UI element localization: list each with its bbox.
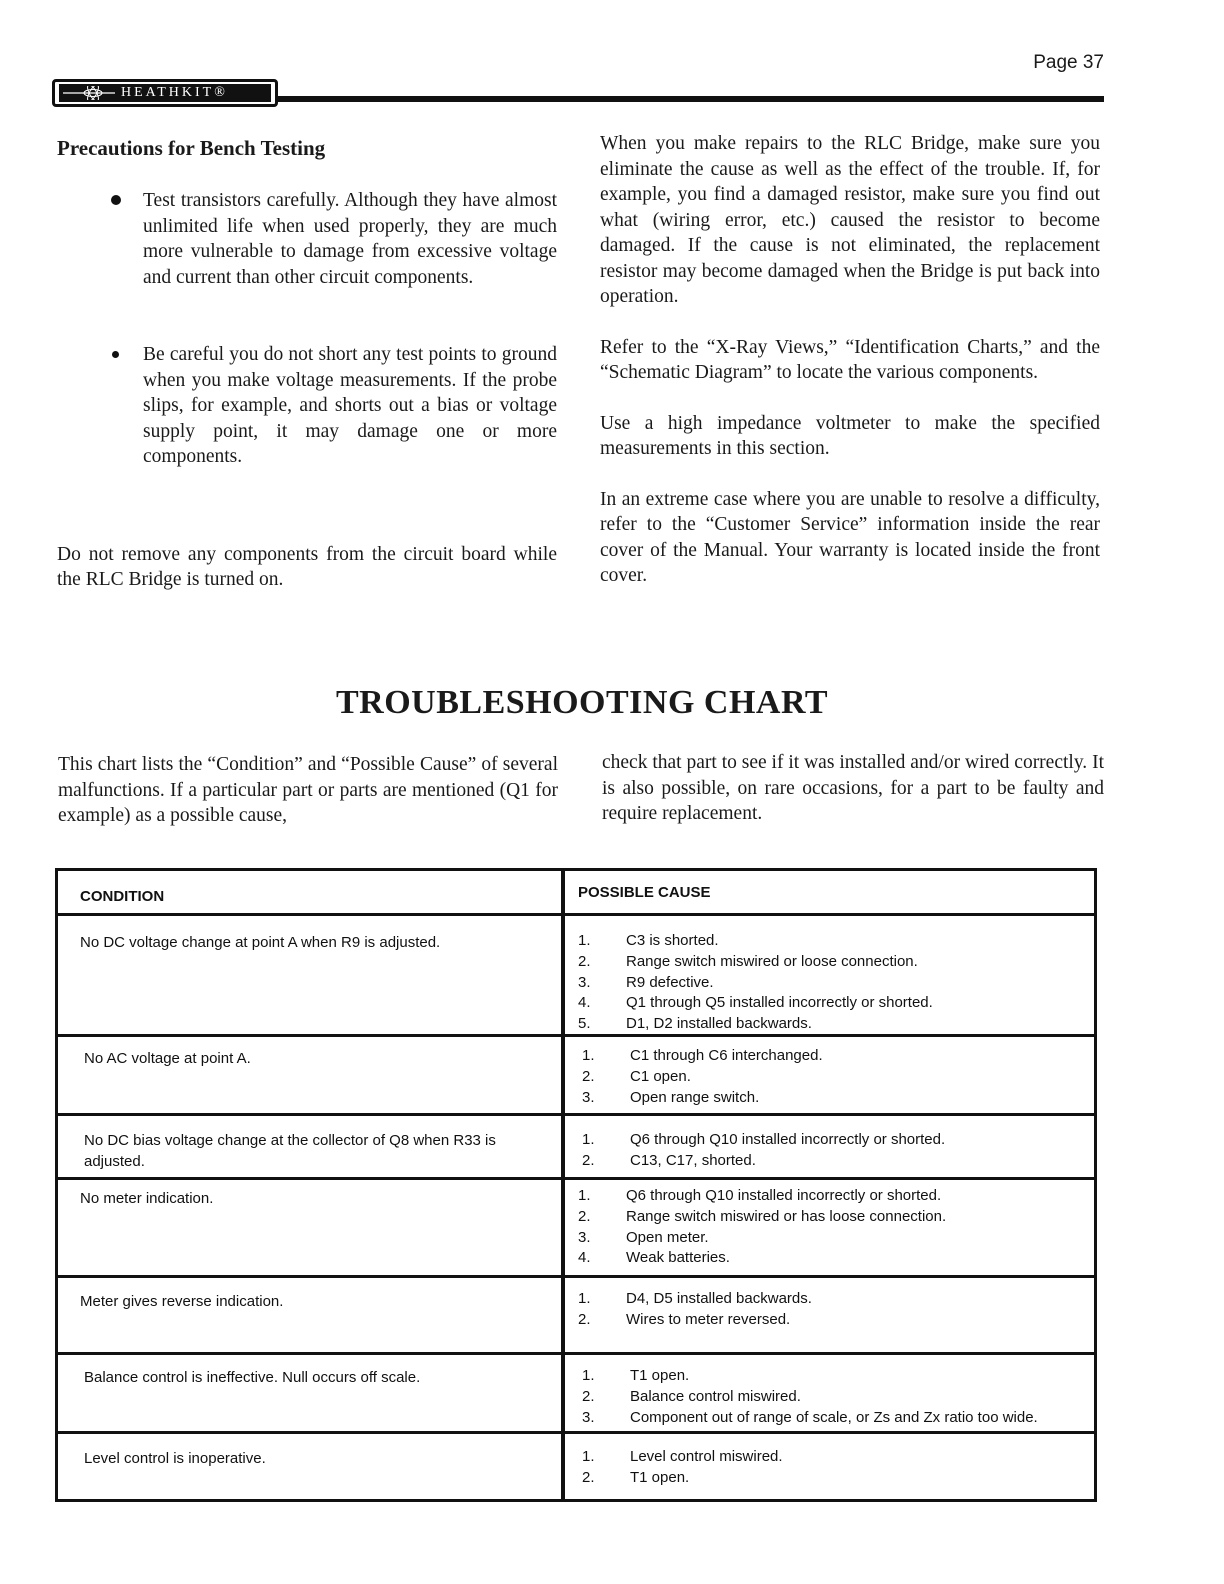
cause-item: 4. Q1 through Q5 installed incorrectly or shorted. — [578, 994, 933, 1012]
condition-cell: No DC bias voltage change at the collector of Q8 when R33 is adjusted. — [84, 1132, 496, 1170]
cause-item: 1. C3 is shorted. — [578, 932, 719, 949]
cause-item: 1. D4, D5 installed backwards. — [578, 1290, 812, 1307]
cause-item: 1. Q6 through Q10 installed incorrectly or shorted. — [582, 1131, 946, 1148]
cause-list — [582, 1130, 1088, 1172]
condition-cell: Meter gives reverse indication. — [80, 1293, 284, 1310]
repair-notes-section — [600, 131, 1100, 589]
precaution-closing: Do not remove any components from the circuit board while the RLC Bridge is turned on. — [57, 543, 557, 590]
precaution-text: Test transistors carefully. Although they have almost unlimited life when used properly, they are much more vulnerable to damage from excessive voltage and current than other circuit components. — [143, 190, 557, 288]
reference-paragraph: Refer to the “X-Ray Views,” “Identification Charts,” and the “Schematic Diagram” to locate the various components. — [600, 336, 1100, 383]
cause-list — [578, 931, 1088, 1035]
cause-item: 2. C13, C17, shorted. — [582, 1151, 756, 1169]
brand-name: HEATHKIT® — [121, 85, 228, 100]
cause-item: 1. T1 open. — [582, 1367, 690, 1384]
service-paragraph: In an extreme case where you are unable to resolve a difficulty, refer to the “Customer Service” information inside the rear cover of the Manual. Your warranty is located inside the front cover. — [600, 488, 1100, 586]
cause-item: 2. Balance control miswired. — [582, 1387, 801, 1405]
cause-list — [578, 1186, 1088, 1269]
repair-paragraph: When you make repairs to the RLC Bridge, make sure you eliminate the cause as well as the effect of the trouble. If, for example, you find a damaged resistor, make sure you find out what (wiring error, etc.) caused the resistor to become damaged. If the cause is not eliminated, the replacement resistor may become damaged when the Bridge is put back into operation. — [600, 133, 1100, 307]
cause-item: 4. Weak batteries. — [578, 1249, 730, 1267]
atom-logo-icon — [63, 86, 115, 100]
condition-cell: Level control is inoperative. — [84, 1450, 266, 1467]
cause-item: 2. T1 open. — [582, 1468, 690, 1486]
row-divider — [58, 1034, 1094, 1037]
chart-intro-right: check that part to see if it was installed and/or wired correctly. It is also possible, on rare occasions, for a part to be faulty and require replacement. — [602, 752, 1104, 824]
cause-item: 2. Range switch miswired or has loose connection. — [578, 1207, 947, 1225]
precautions-section — [57, 134, 557, 593]
voltmeter-paragraph: Use a high impedance voltmeter to make the specified measurements in this section. — [600, 412, 1100, 459]
cause-item: 2. Range switch miswired or loose connection. — [578, 952, 918, 970]
cause-item: 3. Open range switch. — [582, 1088, 760, 1106]
condition-cell: No meter indication. — [80, 1190, 214, 1207]
header-rule — [278, 96, 1104, 102]
row-divider — [58, 1275, 1094, 1278]
row-divider — [58, 1352, 1094, 1355]
cause-item: 3. R9 defective. — [578, 973, 714, 991]
page-number: Page 37 — [1033, 52, 1104, 73]
cause-item: 1. Q6 through Q10 installed incorrectly or shorted. — [578, 1187, 942, 1204]
precaution-item — [57, 188, 557, 290]
cause-item: 2. C1 open. — [582, 1067, 691, 1085]
row-divider — [58, 1177, 1094, 1180]
condition-header: CONDITION — [80, 888, 165, 905]
row-divider — [58, 1431, 1094, 1434]
cause-list — [582, 1046, 1088, 1108]
cause-item: 3. Component out of range of scale, or Zs and Zx ratio too wide. — [582, 1408, 1038, 1426]
cause-list — [582, 1447, 1088, 1489]
troubleshooting-title: TROUBLESHOOTING CHART — [335, 684, 828, 721]
cause-list — [578, 1289, 1088, 1331]
troubleshooting-table — [55, 868, 1097, 1502]
precaution-text: Be careful you do not short any test points to ground when you make voltage measurements. If the probe slips, for example, and shorts out a bias or voltage supply point, it may damage one or more components. — [143, 344, 557, 467]
precautions-heading: Precautions for Bench Testing — [57, 136, 326, 160]
condition-cell: No AC voltage at point A. — [84, 1050, 251, 1067]
precaution-item — [57, 342, 557, 470]
column-divider — [561, 871, 565, 1499]
cause-header: POSSIBLE CAUSE — [578, 884, 711, 901]
cause-list — [582, 1366, 1092, 1428]
bullet-icon — [112, 351, 119, 358]
cause-item: 1. C1 through C6 interchanged. — [582, 1047, 823, 1064]
heathkit-logo — [52, 79, 278, 107]
cause-item: 2. Wires to meter reversed. — [578, 1310, 791, 1328]
row-divider — [58, 1113, 1094, 1116]
row-divider — [58, 913, 1094, 916]
condition-cell: Balance control is ineffective. Null occurs off scale. — [84, 1369, 421, 1386]
chart-intro-left: This chart lists the “Condition” and “Possible Cause” of several malfunctions. If a particular part or parts are mentioned (Q1 for example) as a possible cause, — [58, 754, 558, 826]
cause-item: 1. Level control miswired. — [582, 1448, 783, 1465]
cause-item: 5. D1, D2 installed backwards. — [578, 1015, 812, 1033]
condition-cell: No DC voltage change at point A when R9 is adjusted. — [80, 934, 441, 951]
cause-item: 3. Open meter. — [578, 1228, 709, 1246]
bullet-icon — [111, 195, 121, 205]
